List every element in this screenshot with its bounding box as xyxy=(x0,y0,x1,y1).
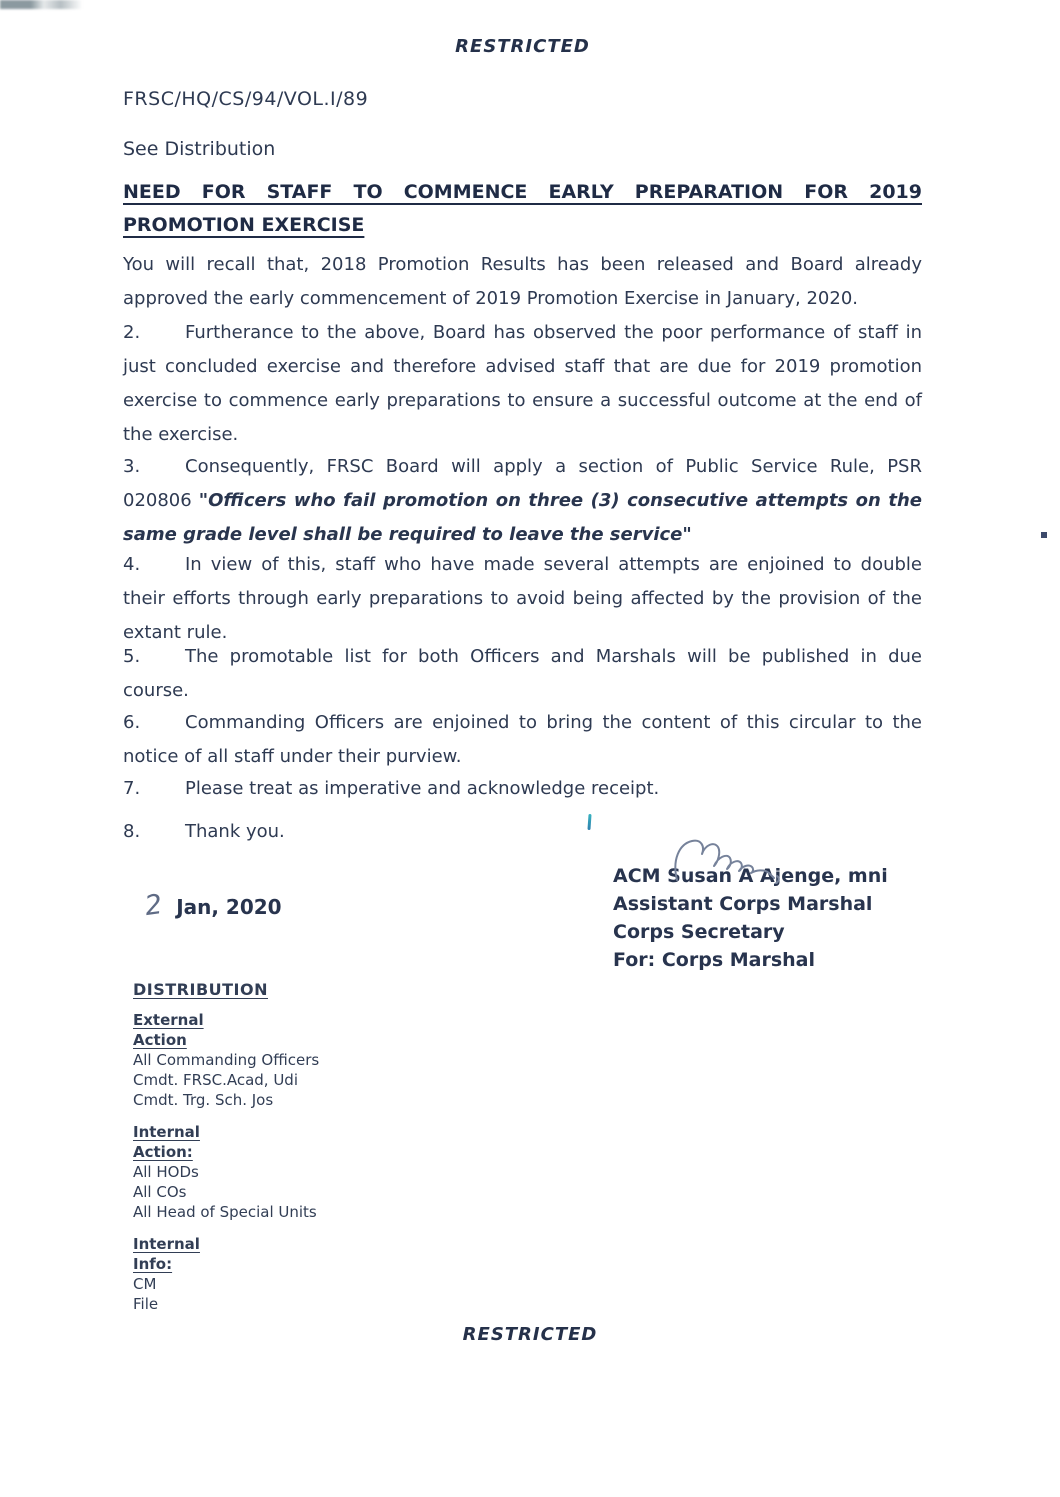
distribution-item: All Head of Special Units xyxy=(133,1203,317,1221)
paragraph-3-text: Consequently, FRSC Board will apply a section of Public Service Rule, PSR 020806 xyxy=(123,456,922,511)
paragraph-6-text: Commanding Officers are enjoined to bring the content of this circular to the notice of all staff under their purview. xyxy=(123,712,922,767)
scan-speck xyxy=(1041,532,1047,538)
memo-title-line1: NEED FOR STAFF TO COMMENCE EARLY PREPARATION FOR 2019 xyxy=(123,181,922,203)
signatory-name: ACM Susan A Ajenge, mni xyxy=(613,865,888,887)
paragraph-1 xyxy=(123,248,922,316)
distribution-label: Action: xyxy=(133,1143,193,1161)
signatory-appointment: Corps Secretary xyxy=(613,921,785,943)
distribution-group-external-action xyxy=(133,1010,319,1110)
classification-header: RESTRICTED xyxy=(455,36,590,57)
distribution-label: Internal xyxy=(133,1235,200,1253)
signatory-rank: Assistant Corps Marshal xyxy=(613,893,873,915)
distribution-item: Cmdt. Trg. Sch. Jos xyxy=(133,1091,274,1109)
memo-title-line2: PROMOTION EXERCISE xyxy=(123,214,365,236)
paragraph-7-text: Please treat as imperative and acknowledge receipt. xyxy=(185,778,660,799)
signatory-for: For: Corps Marshal xyxy=(613,949,816,971)
distribution-item: All Commanding Officers xyxy=(133,1051,320,1069)
distribution-label: External xyxy=(133,1011,204,1029)
distribution-heading: DISTRIBUTION xyxy=(133,980,268,999)
signature-scribble xyxy=(671,836,801,884)
distribution-label: Internal xyxy=(133,1123,200,1141)
distribution-group-internal-action xyxy=(133,1122,319,1222)
distribution-group-internal-info xyxy=(133,1234,319,1314)
distribution-label: Action xyxy=(133,1031,187,1049)
distribution-list xyxy=(133,980,319,1326)
signature-block xyxy=(613,862,933,974)
paragraph-5-text: The promotable list for both Officers and Marshals will be published in due course. xyxy=(123,646,922,701)
paragraph-8 xyxy=(123,815,922,849)
distribution-item: All HODs xyxy=(133,1163,199,1181)
distribution-item: All COs xyxy=(133,1183,187,1201)
distribution-item: File xyxy=(133,1295,159,1313)
paragraph-3 xyxy=(123,450,922,552)
psr-quote: "Officers who fail promotion on three (3) consecutive attempts on the same grade level shall be required to leave the service" xyxy=(123,490,922,545)
paragraph-4-number: 4. xyxy=(123,554,141,575)
scan-smudge xyxy=(0,0,110,9)
handwritten-day: 2 xyxy=(142,888,165,923)
distribution-label: Info: xyxy=(133,1255,173,1273)
paragraph-2-number: 2. xyxy=(123,322,141,343)
dateline xyxy=(142,888,282,923)
paragraph-3-number: 3. xyxy=(123,456,141,477)
paragraph-8-number: 8. xyxy=(123,821,141,842)
paragraph-2 xyxy=(123,316,922,452)
paragraph-7 xyxy=(123,772,922,806)
paragraph-1-text: You will recall that, 2018 Promotion Results has been released and Board already approved the early commencement of 2019 Promotion Exercise in January, 2020. xyxy=(123,254,922,309)
paragraph-6 xyxy=(123,706,922,774)
classification-footer: RESTRICTED xyxy=(462,1324,598,1345)
date-month-year: Jan, 2020 xyxy=(176,895,282,919)
distribution-item: CM xyxy=(133,1275,157,1293)
paragraph-2-text: Furtherance to the above, Board has observed the poor performance of staff in just concluded exercise and therefore advised staff that are due for 2019 promotion exercise to commence early preparations to ensure a successful outcome at the end of the exercise. xyxy=(123,322,922,445)
paragraph-7-number: 7. xyxy=(123,778,141,799)
distribution-item: Cmdt. FRSC.Acad, Udi xyxy=(133,1071,298,1089)
paragraph-4 xyxy=(123,548,922,650)
addressee-line: See Distribution xyxy=(123,138,276,160)
paragraph-6-number: 6. xyxy=(123,712,141,733)
memo-title xyxy=(123,176,922,242)
paragraph-8-text: Thank you. xyxy=(185,821,285,842)
paragraph-5-number: 5. xyxy=(123,646,141,667)
reference-number: FRSC/HQ/CS/94/VOL.I/89 xyxy=(123,88,369,110)
paragraph-5 xyxy=(123,640,922,708)
paragraph-4-text: In view of this, staff who have made several attempts are enjoined to double their efforts through early preparations to avoid being affected by the provision of the extant rule. xyxy=(123,554,922,643)
